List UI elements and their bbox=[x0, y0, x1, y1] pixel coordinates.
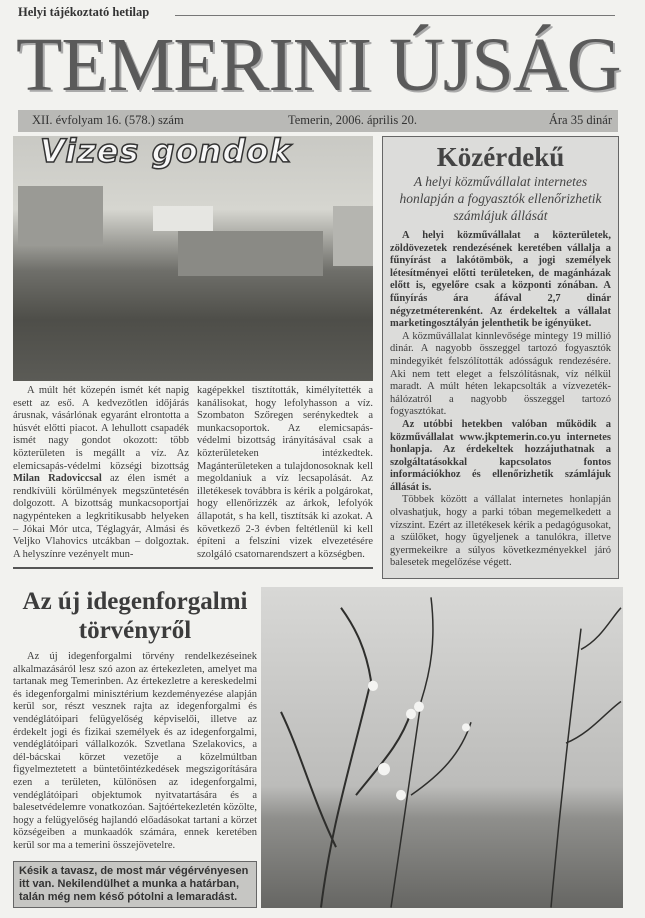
spring-branches-photo bbox=[261, 587, 623, 908]
bottom-section bbox=[0, 587, 632, 918]
box-paragraph: A helyi közművállalat a közterületek, zöldövezetek rendezésének keretében vállalja a fűnyírást a lakótömbök, a jogi személyek létesítményei előtti területeken, de magánházak előtt is, egyelőre csak a központi zónában. A fűnyírás ára áfával 2,7 dinár négyzetméterenként. Az érdekeltek a vállalat marketingosztályán jelenthetik be igényüket. bbox=[390, 230, 611, 330]
box-paragraph: Az utóbbi hetekben valóban működik a közművállalat www.jkptemerin.co.yu internetes honlapja. Az érdekeltek hozzájuthatnak a szolgáltatásokkal kapcsolatos fontos információkhoz és ellenőrizhetik számlájuk állását is. bbox=[390, 418, 611, 493]
public-interest-box bbox=[382, 136, 619, 579]
masthead bbox=[0, 0, 645, 136]
price: Ára 35 dinár bbox=[548, 113, 612, 127]
lead-article-column-2 bbox=[197, 385, 373, 561]
tourism-article bbox=[13, 587, 257, 908]
box-paragraph: A közművállalat kinnlevősége mintegy 19 millió dinár. A nagyobb összeggel tartozó fogyasztók mindegyikét felszólították adósságuk rendezésére. Aki nem tett eleget a felszólításnak, víz nélkül maradt. A múlt héten lekapcsolták a vízvezeték-hálózatról a nagyobb összeggel tartozó fogyasztókat. bbox=[390, 330, 611, 418]
lead-text: kagépekkel tisztították, kimélyítették a kanálisokat, hogy lefolyhasson a víz. Szombaton Szőregen serénykedtek a munkacsoportok. Az elemicsapás-védelmi bizottság irányításával csak a közterületeken intézkedtek. Magánterületeken a tulajdonosoknak kell megoldaniuk a víz lecsapolását. Az illetékesek továbbra is kérik a polgárokat, hogy ellenőrizzék az árkok, lefolyók állapotát, s ha kell, tisztítsák ki azokat. A következő 2-3 évben feltétlenül ki kell építeni a felszíni vizek elvezetésére szolgáló csatornarendszert a községben. bbox=[197, 385, 373, 560]
top-section bbox=[0, 136, 632, 579]
issue-number: XII. évfolyam 16. (578.) szám bbox=[32, 113, 184, 127]
box-paragraph: Többek között a vállalat internetes honlapján olvashatjuk, hogy a parki tóban megemelkedett a vízszint. Ezért az illetékesek kérik a pedagógusokat, a szülőket, hogy ügyeljenek a tanulókra, illetve gyermekeikre a súlyos következményekkel járó balesetek megelőzése végett. bbox=[390, 494, 611, 569]
photo-caption: Késik a tavasz, de most már végérvényesen itt van. Nekilendülhet a munka a határban, talán még nem késő pótolni a lemaradást. bbox=[13, 861, 257, 908]
box-body bbox=[390, 230, 611, 570]
lead-text: A múlt hét közepén ismét két napig esett az eső. A kedvezőtlen időjárás árusnak, vásárlónak egyaránt elrontotta a húsvét előtti piacot. A lehullott csapadék ismét nagy gondot okozott: több közterületen is megállt a víz. Az elemicsapás-védelmi községi bizottság bbox=[13, 385, 189, 472]
tourism-text: Az új idegenforgalmi törvény rendelkezéseinek alkalmazásáról lesz szó azon az értekezleten, amelyet ma tartanak meg Temerinben. Az értekezletre a kereskedelmi és idegenforgalmi minisztérium kezdeményezése alapján kerül sor, részt vesznek rajta az idegenforgalmi és vendéglátóipari felügyelőség képviselői, illetve az érdekelt jogi és fizikai személyek és az idegenforgalmi, vendéglátóipari vállalkozók. Szvetlana Szelakovics, a dél-bácskai körzet vezetője a közelmúltban figyelmeztetett a büntetőintézkedések megszigorítására ezen a területen, különösen az idegenforgalmi, vendéglátóipari objektumok nyitvatartására és a balesetvédelemre vonatkozóan. Sajtóértekezletén közölte, hogy a felügyelőség hajlandó előadásokat tartani a körzet községeiben a munkaadók számára, ennek keretében kerül sor ma a temerini összejövetelre. bbox=[13, 651, 257, 851]
box-subtitle: A helyi közművállalat internetes honlapján a fogyasztók ellenőrizhetik számlájuk állását bbox=[399, 174, 602, 223]
lead-article-column-1 bbox=[13, 385, 189, 561]
dateline: Temerin, 2006. április 20. bbox=[288, 113, 417, 127]
issue-info-bar bbox=[18, 110, 618, 132]
masthead-rule bbox=[175, 15, 615, 16]
lead-article bbox=[13, 136, 373, 579]
lead-text: az élen ismét a rendkívüli körülmények megszüntetésén dolgozott. A bizottság munkacsoportjai nagypénteken a legkritikusabb helyeken – Jókai Mór utca, Téglagyár, Almási és Veljko Vlahovics utcákban – dolgoztak. A helyszínre vezényelt mun- bbox=[13, 473, 190, 560]
tourism-article-body bbox=[13, 651, 257, 853]
newspaper-title: TEMERINI ÚJSÁG bbox=[16, 23, 621, 107]
section-rule bbox=[13, 567, 373, 569]
lead-text-bold: Milan Radoviccsal bbox=[13, 473, 102, 485]
flooded-yard-photo bbox=[13, 136, 373, 381]
tourism-headline: Az új idegenforgalmi törvényről bbox=[22, 588, 248, 645]
lead-headline: Vizes gondok bbox=[40, 136, 292, 170]
masthead-tagline: Helyi tájékoztató hetilap bbox=[18, 5, 150, 19]
branches-illustration bbox=[261, 587, 623, 908]
box-title: Közérdekű bbox=[436, 142, 565, 172]
lead-columns bbox=[13, 385, 373, 561]
